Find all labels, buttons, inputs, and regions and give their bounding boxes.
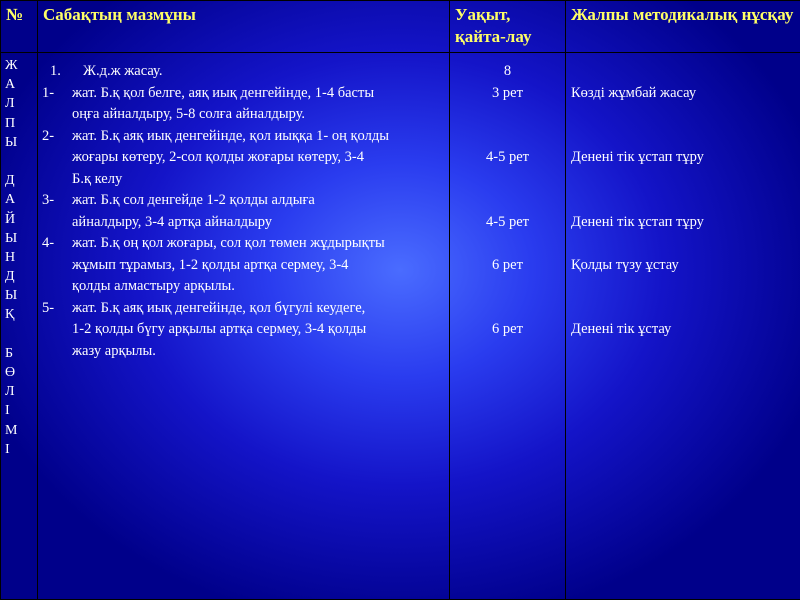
list-item — [38, 298, 445, 363]
item-number: 3- — [42, 192, 55, 208]
time-value: 6 рет — [492, 256, 523, 273]
list-item — [38, 61, 445, 83]
header-number: № — [1, 1, 38, 53]
vertical-letter — [5, 325, 37, 344]
vertical-letter: Д — [5, 173, 15, 189]
note-text — [571, 298, 800, 320]
time-value: 6 рет — [492, 321, 523, 337]
note-text — [571, 276, 800, 298]
note-text — [571, 169, 800, 191]
note-text — [571, 61, 800, 83]
vertical-letter: Л — [5, 96, 15, 112]
time-value — [450, 169, 565, 191]
item-text: жат. Б.қ сол денгейде 1-2 қолды алдыға — [72, 192, 315, 208]
vertical-letter: М — [5, 422, 18, 438]
item-text: қолды алмастыру арқылы. — [72, 278, 235, 294]
list-item — [38, 190, 445, 233]
item-text: жат. Б.қ қол белге, аяқ иық денгейінде, 1-4 басты — [72, 84, 375, 101]
item-number: 2- — [42, 127, 55, 144]
list-item — [38, 126, 445, 191]
vertical-letter: Ы — [5, 230, 18, 246]
note-text: Денені тік ұстау — [571, 321, 672, 337]
time-column — [450, 53, 566, 600]
note-text — [571, 126, 800, 148]
vertical-letter: Н — [5, 249, 16, 265]
note-text: Көзді жұмбай жасау — [571, 84, 697, 101]
time-value — [450, 126, 565, 148]
vertical-letter: Л — [5, 384, 15, 400]
notes-column — [566, 53, 800, 600]
time-value: 4-5 рет — [486, 149, 529, 165]
vertical-letter: Қ — [5, 307, 15, 323]
note-text — [571, 104, 800, 126]
vertical-letter: Ы — [5, 134, 18, 150]
vertical-letter: П — [5, 115, 16, 131]
vertical-letter: Й — [5, 211, 16, 227]
note-text: Денені тік ұстап тұру — [571, 213, 704, 230]
vertical-letter: Ж — [5, 58, 18, 73]
list-item — [38, 83, 445, 126]
lesson-content — [38, 53, 450, 600]
vertical-letter: Д — [5, 269, 15, 285]
vertical-letter: Ы — [5, 288, 18, 304]
time-value — [450, 276, 565, 298]
vertical-letter: Б — [5, 345, 14, 361]
item-text: жат. Б.қ оң қол жоғары, сол қол төмен жұдырықты — [72, 235, 385, 251]
vertical-letter: І — [5, 441, 10, 457]
item-text: жоғары көтеру, 2-сол қолды жоғары көтеру, 3-4 — [72, 149, 365, 165]
item-text: Ж.д.ж жасау. — [83, 63, 163, 79]
time-value — [450, 233, 565, 255]
vertical-letter: А — [5, 192, 16, 208]
item-text: Б.қ келу — [72, 170, 123, 187]
item-number: 5- — [42, 299, 55, 316]
note-text — [571, 190, 800, 212]
vertical-letter: Ө — [5, 365, 16, 380]
note-text — [571, 233, 800, 255]
section-vertical-label — [1, 53, 38, 600]
vertical-letter: А — [5, 77, 16, 93]
time-value — [450, 104, 565, 126]
header-row — [1, 1, 800, 53]
item-text: жұмып тұрамыз, 1-2 қолды артқа сермеу, 3-4 — [72, 256, 349, 273]
vertical-letter — [5, 152, 37, 171]
body-row — [1, 53, 800, 600]
item-number: 1- — [42, 84, 55, 101]
item-number: 1. — [50, 63, 61, 79]
item-text: 1-2 қолды бүгу арқылы артқа сермеу, 3-4 қолды — [72, 321, 367, 337]
item-text: жат. Б.қ аяқ иық денгейінде, қол бүгулі кеудеге, — [72, 299, 366, 316]
time-value: 3 рет — [492, 84, 523, 101]
list-item — [38, 233, 445, 298]
item-number: 4- — [42, 235, 55, 251]
note-text: Қолды түзу ұстау — [571, 256, 679, 273]
item-text: оңға айналдыру, 5-8 солға айналдыру. — [72, 106, 306, 122]
time-value: 8 — [503, 63, 512, 79]
time-value — [450, 190, 565, 212]
header-time: Уақыт, қайта-лау — [450, 1, 566, 53]
header-content: Сабақтың мазмұны — [38, 1, 450, 53]
time-value: 4-5 рет — [486, 213, 529, 230]
item-text: жат. Б.қ аяқ иық денгейінде, қол иыққа 1- оң қолды — [72, 127, 389, 144]
note-text: Денені тік ұстап тұру — [571, 149, 704, 165]
item-text: айналдыру, 3-4 артқа айналдыру — [72, 213, 273, 230]
header-notes: Жалпы методикалық нұсқау — [566, 1, 800, 53]
vertical-letter: І — [5, 403, 10, 419]
item-text: жазу арқылы. — [72, 342, 156, 359]
time-value — [450, 298, 565, 320]
